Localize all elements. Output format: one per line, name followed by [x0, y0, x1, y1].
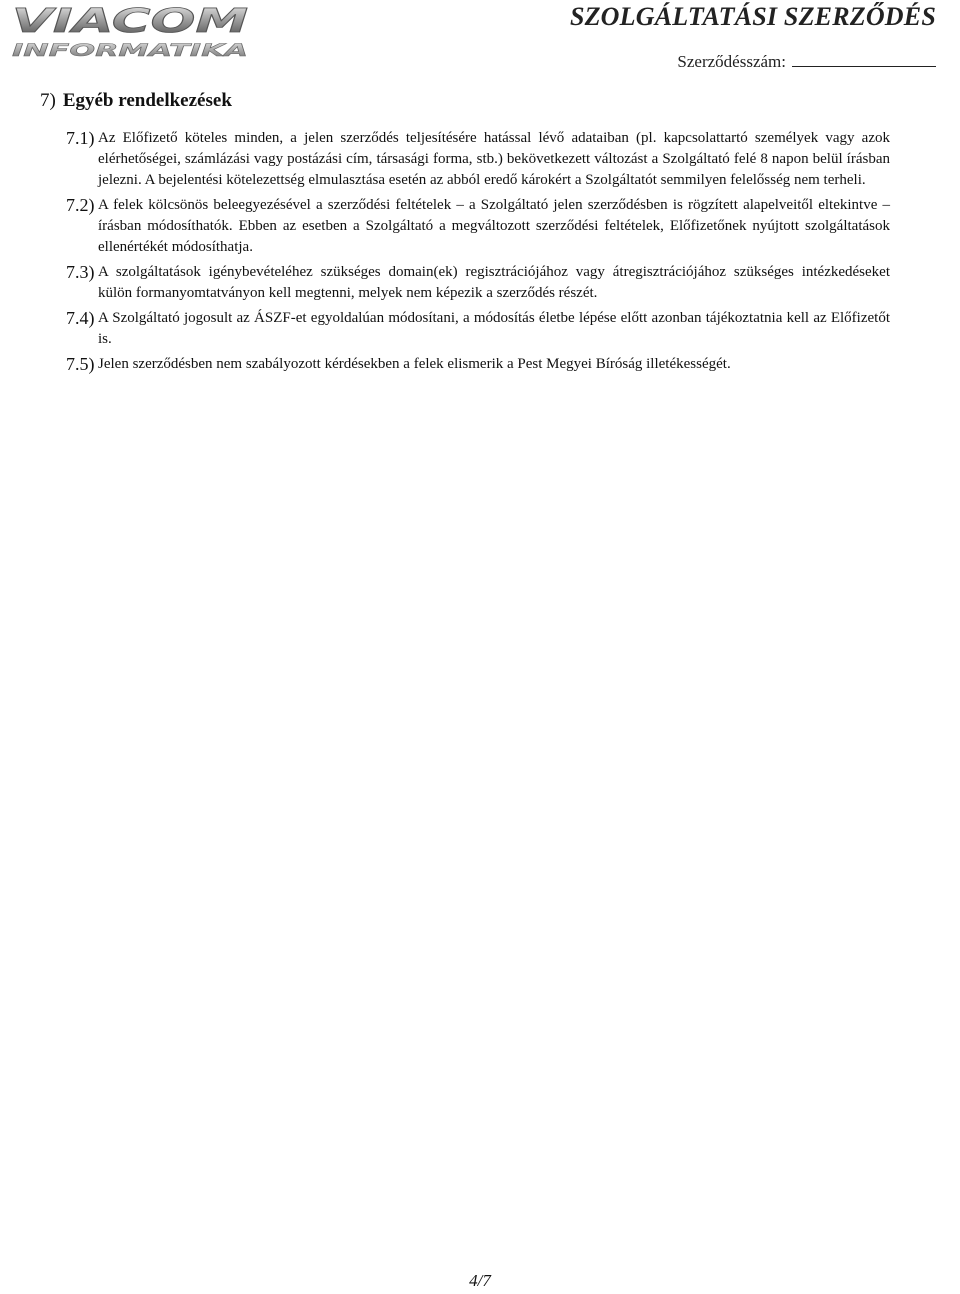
clause-number: 7.3) [66, 262, 95, 282]
contract-number-label: Szerződésszám: [677, 52, 786, 71]
clause-7-2 [66, 195, 890, 258]
clause-7-1 [66, 128, 890, 191]
clause-number: 7.2) [66, 195, 95, 215]
clause-text: A szolgáltatások igénybevételéhez szükséges domain(ek) regisztrációjához vagy átregisztrációjához szükséges intézkedéseket külön formanyomtatványon kell megtenni, melyek nem képezik a szerződés részét. [98, 264, 890, 301]
clause-7-4 [66, 308, 890, 350]
clause-text: Az Előfizető köteles minden, a jelen szerződés teljesítésére hatással lévő adataiban (pl. kapcsolattartó személyek vagy azok elérhetőségei, számlázási vagy postázási cím, társasági forma, stb.) bekövetkezett változást a Szolgáltató felé 8 napon belül írásban jelezni. A bejelentési kötelezettség elmulasztása esetén az abból eredő károkért a Szolgáltatót semmilyen felelősség nem terheli. [98, 130, 890, 188]
contract-number-blank [792, 51, 936, 67]
page-number: 4/7 [469, 1271, 491, 1290]
svg-text:INFORMATIKA: INFORMATIKA [12, 41, 248, 60]
clause-number: 7.5) [66, 354, 95, 374]
contract-number-field [677, 51, 936, 72]
clause-text: A felek kölcsönös beleegyezésével a szerződési feltételek – a Szolgáltató jelen szerződésben is rögzített alapelveitől eltekintve – írásban módosíthatók. Ebben az esetben a Szolgáltató a megváltozott szerződési feltételek, Előfizetőnek nyújtott szolgáltatások ellenértékét módosíthatja. [98, 197, 890, 255]
section-number: 7) [40, 90, 56, 111]
section-title: Egyéb rendelkezések [62, 90, 232, 111]
clause-text: A Szolgáltató jogosult az ÁSZF-et egyoldalúan módosítani, a módosítás életbe lépése előtt azonban tájékoztatnia kell az Előfizetőt is. [98, 310, 890, 347]
clause-number: 7.4) [66, 308, 95, 328]
clause-7-3 [66, 262, 890, 304]
svg-text:VIACOM: VIACOM [12, 4, 249, 40]
clause-7-5 [66, 354, 890, 375]
document-title: SZOLGÁLTATÁSI SZERZŐDÉS [569, 2, 936, 31]
clause-number: 7.1) [66, 128, 95, 148]
viacom-informatika-logo [10, 4, 252, 60]
clause-list [66, 128, 890, 379]
section-heading [40, 90, 232, 112]
clause-text: Jelen szerződésben nem szabályozott kérdésekben a felek elismerik a Pest Megyei Bíróság illetékességét. [98, 356, 731, 372]
